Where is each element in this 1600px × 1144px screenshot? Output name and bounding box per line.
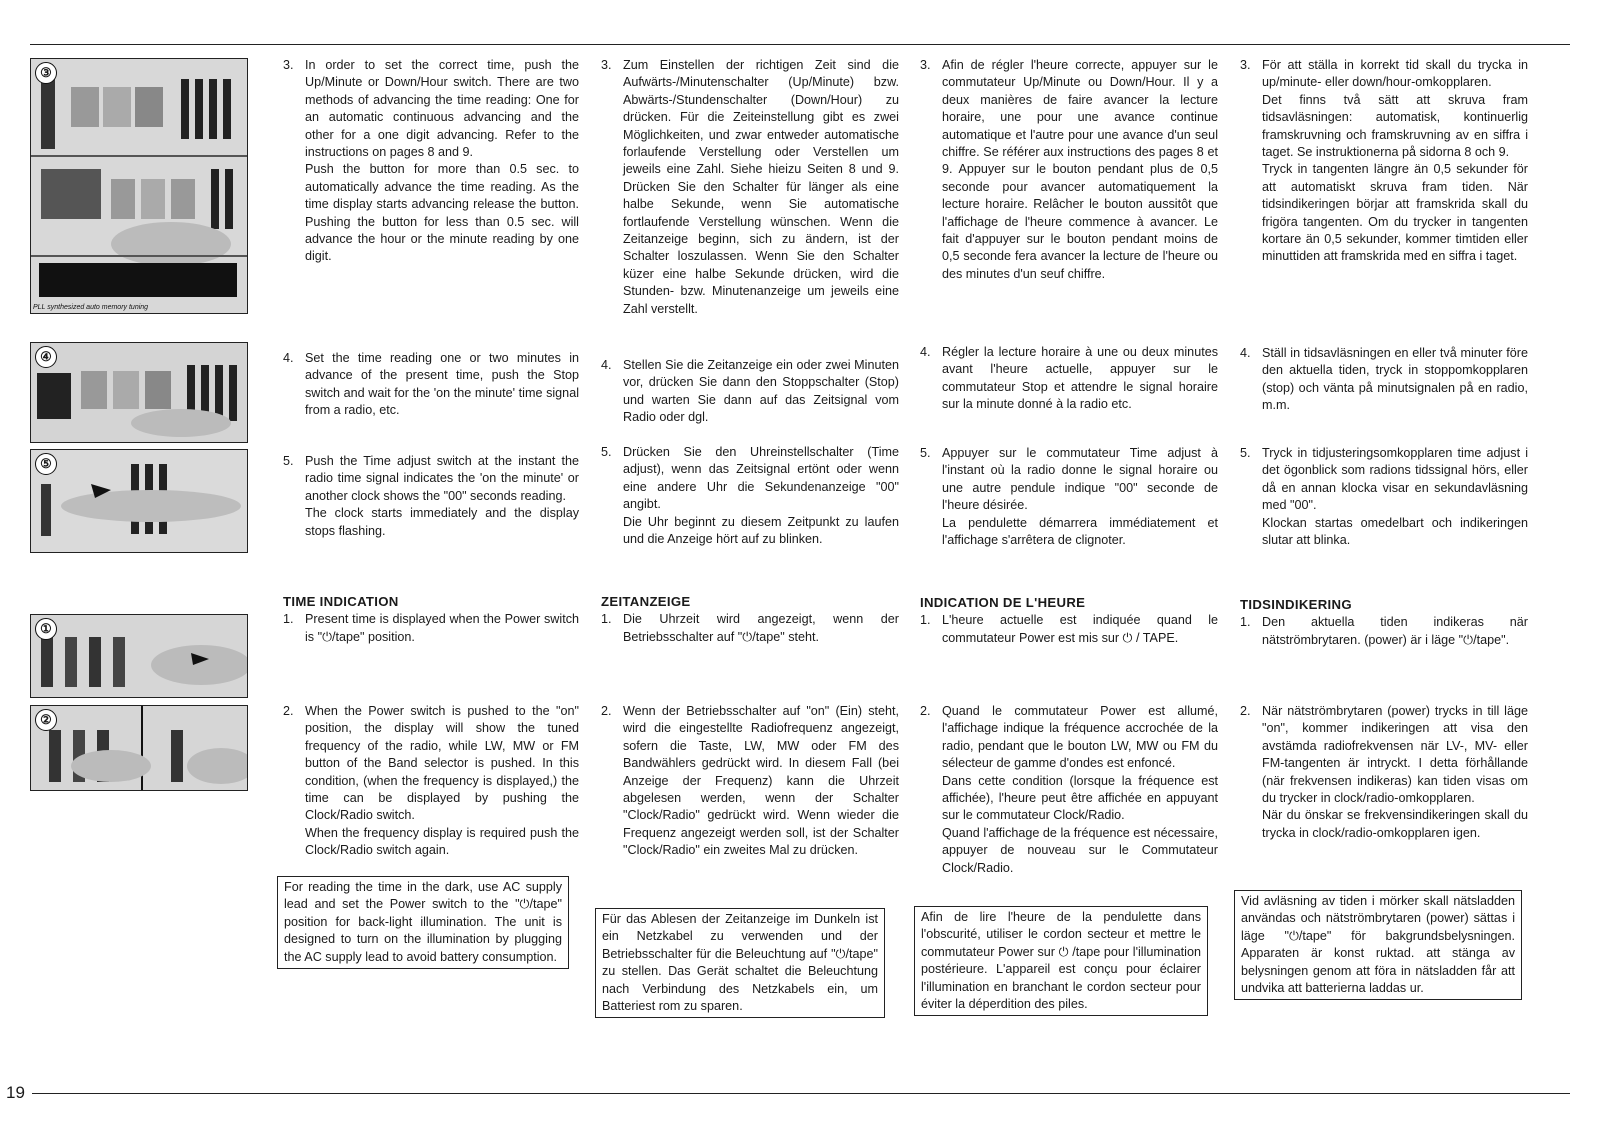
de-ti-2: 2. Wenn der Betriebsschalter auf "on" (Ein) steht, wird die eingestellte Radiofrequenz angezeigt, sofern die Taste, LW, MW oder FM des Bandwählers gedrückt wird. In diesem Fall (bei Anzeige der Frequenz) kann die Uhrzeit abgelesen werden, wenn der Schalter "Clock/Radio" gedrückt wird. Wenn wieder die Frequenz angezeigt werden soll, ist der Schalter "Clock/Radio" ein zweites Mal zu drücken. (601, 703, 899, 860)
photo-step-4 (30, 342, 248, 443)
sv-step-3-text-1: För att ställa in korrekt tid skall du trycka in up/minute- eller down/hour-omkopplaren. (1262, 58, 1528, 90)
page-number: 19 (6, 1083, 25, 1102)
fr-step-3: 3. Afin de régler l'heure correcte, appuyer sur le commutateur Up/Minute ou Down/Hour. Il y a deux manières de faire avancer la lecture horaire, une pour une avance continue automatique et l'autre pour une avance d'un seul chiffre. Se référer aux instructions des pages 8 et 9. Appuyer sur le bouton pendant plus de 0,5 seconde pour avancer automatiquement la lecture horaire. Relâcher le bouton aussitôt que l'affichage de l'heure commence à avancer. Le fait d'appuyer sur le bouton pendant moins de 0,5 seconde fera avancer la lecture de l'heure ou des minutes d'un seuf chiffre. (920, 57, 1218, 283)
photo-time-indication-1 (30, 614, 248, 698)
de-step-5-text-2: Die Uhr beginnt zu diesem Zeitpunkt zu laufen und die Anzeige hört auf zu blinken. (623, 514, 899, 547)
step-3-badge: ③ (35, 62, 57, 84)
en-ti-2-text-2: When the frequency display is required push the Clock/Radio switch again. (305, 825, 579, 858)
sv-time-indication: TIDSINDIKERING 1. Den aktuella tiden indikeras när nätströmbrytaren. (power) är i läge "⏻/tape". (1240, 596, 1528, 649)
sv-step-5-text-1: Tryck in tidjusteringsomkopplaren time adjust i det ögonblick som radions tidssignal hörs, eller då en annan klocka visar en sekundavläsning med "00". (1262, 446, 1528, 513)
fr-note-box: Afin de lire l'heure de la pendulette dans l'obscurité, utiliser le cordon secteur et mettre le commutateur Power sur ⏻ /tape pour l'illumination postérieure. L'appareil est conçu pour éclairer l'illumination en branchant le cordon secteur pour éviter la déperdition des piles. (914, 906, 1208, 1016)
en-step-3-text-1: In order to set the correct time, push the Up/Minute or Down/Hour switch. There are two methods of advancing the time reading: One for an automatic continuous advancing and the other for a one digit advancing. Refer to the instructions on pages 8 and 9. (305, 58, 579, 160)
fr-ti-2-text-1: Quand le commutateur Power est allumé, l'affichage indique la fréquence accrochée de la radio, pendant que le bouton LW, MW ou FM du sélecteur de gamme d'ondes est enfoncé. (942, 704, 1218, 771)
sv-step-5: 5. Tryck in tidjusteringsomkopplaren time adjust i det ögonblick som radions tidssignal hörs, eller då en annan klocka visar en sekundavläsning med "00". Klockan startas omedelbart och indikeringen slutar att blinka. (1240, 445, 1528, 549)
photo-step-3 (30, 58, 248, 314)
fr-ti-2: 2. Quand le commutateur Power est allumé, l'affichage indique la fréquence accrochée de la radio, pendant que le bouton LW, MW ou FM du sélecteur de gamme d'ondes est enfoncé. Dans cette condition (lorsque la fréquence est affichée), l'heure peut être affichée en appuyant sur le commutateur Clock/Radio. Quand l'affichage de la fréquence est nécessaire, appuyer de nouveau sur le Commutateur Clock/Radio. (920, 703, 1218, 877)
sv-note-box: Vid avläsning av tiden i mörker skall nätsladden användas och nätströmbrytaren (power) sättas i läge "⏻/tape" för bakgrundsbelysningen. Apparaten är konst ruktad. att stänga av belysningen genom att föra in nätsladden får att undvika att batterierna laddas ur. (1234, 890, 1522, 1000)
en-ti-2: 2. When the Power switch is pushed to the "on" position, the display will show the tuned frequency of the radio, while LW, MW or FM button of the Band selector is pushed. In this condition, (when the frequency is displayed,) the time can be displayed by pushing the Clock/Radio switch. When the frequency display is required push the Clock/Radio switch again. (283, 703, 579, 860)
de-step-4-text: Stellen Sie die Zeitanzeige ein oder zwei Minuten vor, drücken Sie dann den Stoppschalter (Stop) und warten Sie dann auf das Zeitsignal vom Radio oder dgl. (623, 358, 899, 425)
en-heading: TIME INDICATION (283, 594, 399, 609)
de-heading: ZEITANZEIGE (601, 594, 691, 609)
de-ti-2-text: Wenn der Betriebsschalter auf "on" (Ein) steht, wird die eingestellte Radiofrequenz angezeigt, sofern die Taste, LW, MW oder FM des Bandwählers gedrückt wird. In diesem Fall (bei Anzeige der Frequenz) kann die Uhrzeit abgelesen werden, wenn der Schalter "Clock/Radio" gedrückt wird. Wenn wieder die Frequenz angezeigt werden soll, ist der Schalter "Clock/Radio" ein zweites Mal zu drücken. (623, 704, 899, 858)
top-rule (30, 44, 1570, 45)
fr-step-5: 5. Appuyer sur le commutateur Time adjust à l'instant où la radio donne le signal horaire ou une autre pendule indique "00" seconde de l'heure désirée. La pendulette démarrera immédiatement et l'affichage s'arrêtera de clignoter. (920, 445, 1218, 549)
en-step-5: 5. Push the Time adjust switch at the instant the radio time signal indicates the 'on the minute' or another clock shows the "00" seconds reading. The clock starts immediately and the display stops flashing. (283, 453, 579, 540)
de-ti-1-text: Die Uhrzeit wird angezeigt, wenn der Betriebsschalter auf "⏻/tape" steht. (623, 612, 899, 644)
fr-step-4-text: Régler la lecture horaire à une ou deux minutes avant l'heure actuelle, appuyer sur le commutateur Stop et attendre le signal horaire sur la minute donné à la radio etc. (942, 345, 1218, 412)
photo-step-5 (30, 449, 248, 553)
en-step-5-text-1: Push the Time adjust switch at the instant the radio time signal indicates the 'on the minute' or another clock shows the "00" seconds reading. (305, 454, 579, 503)
step-1-badge: ① (35, 618, 57, 640)
fr-step-5-text-2: La pendulette démarrera immédiatement et l'affichage s'arrêtera de clignoter. (942, 515, 1218, 548)
sv-step-4-text: Ställ in tidsavläsningen en eller två minuter före den aktuella tiden, tryck in stoppomkopplaren (stop) och vänta på minutsignalen på en radio, m.m. (1262, 346, 1528, 413)
en-step-3-text-2: Push the button for more than 0.5 sec. to automatically advance the time reading. As the time display starts advancing release the button. Pushing the button for less than 0.5 sec. will advance the hour or the minute reading by one digit. (305, 162, 579, 264)
de-time-indication: ZEITANZEIGE 1. Die Uhrzeit wird angezeigt, wenn der Betriebsschalter auf "⏻/tape" steht. (601, 593, 899, 646)
sv-step-3-text-3: Tryck in tangenten längre än 0,5 sekunder för att automatiskt skruva fram tiden. När tidsindikeringen börjar att framskrida skall du frigöra tangenten. Om du trycker in tangenten kortare än 0,5 sekunder, kommer timtiden eller minuttiden att framskrida med en siffra i taget. (1262, 162, 1528, 264)
sv-ti-2-text-2: När du önskar se frekvensindikeringen skall du trycka in clock/radio-omkopplaren igen. (1262, 808, 1528, 840)
fr-ti-2-text-2: Dans cette condition (lorsque la fréquence est affichée), l'heure peut être affichée en appuyant sur le commutateur Clock/Radio. (942, 773, 1218, 823)
en-time-indication: TIME INDICATION 1. Present time is displayed when the Power switch is "⏻/tape" position. (283, 593, 579, 646)
step-2-badge: ② (35, 709, 57, 731)
sv-ti-2: 2. När nätströmbrytaren (power) trycks in till läge "on", kommer indikeringen att visa den avstämda radiofrekvensen när LV-, MV- eller FM-tangenten är intryckt. I detta förhållande (när frekvensen indikeras) kan tiden visas om du trycker in clock/radio-omkopplaren. När du önskar se frekvensindikeringen skall du trycka in clock/radio-omkopplaren igen. (1240, 703, 1528, 842)
fr-ti-1-text: L'heure actuelle est indiquée quand le commutateur Power est mis sur ⏻ / TAPE. (942, 613, 1218, 645)
de-step-3: 3. Zum Einstellen der richtigen Zeit sind die Aufwärts-/Minutenschalter (Up/Minute) bzw. Abwärts-/Stundenschalter (Down/Hour) zu drücken. Für die Zeiteinstellung gibt es zwei Möglichkeiten, und zwar entweder automatische forlaufende Verstellung oder Verstellen um jeweils eine Zahl. Siehe hieizu Seiten 8 und 9. Drücken Sie den Schalter für länger als eine halbe Sekunde, wenn Sie automatische fortlaufende Verstellung wünschen. Wenn die Zeitanzeige beginn, sich zu ändern, ist der Schalter loszulassen. Wenn Sie den Schalter küzer eine halbe Sekunde drücken, wird die Stunden- bzw. Minutenanzeige um jeweils eine Zahl verstellt. (601, 57, 899, 318)
sv-step-5-text-2: Klockan startas omedelbart och indikeringen slutar att blinka. (1262, 515, 1528, 548)
photo-caption: PLL synthesized auto memory tuning (33, 304, 149, 311)
en-step-4-text: Set the time reading one or two minutes in advance of the present time, push the Stop switch and wait for the 'on the minute' time signal from a radio, etc. (305, 351, 579, 418)
fr-step-5-text-1: Appuyer sur le commutateur Time adjust à l'instant où la radio donne le signal horaire ou une autre pendule indique "00" seconde de l'heure désirée. (942, 446, 1218, 513)
fr-step-3-text: Afin de régler l'heure correcte, appuyer sur le commutateur Up/Minute ou Down/Hour. Il y a deux manières de faire avancer la lecture horaire, une pour une avance continue automatique et l'autre pour une avance d'un seul chiffre. Se référer aux instructions des pages 8 et 9. Appuyer sur le bouton pendant plus de 0,5 seconde pour avancer automatiquement la lecture horaire. Relâcher le bouton aussitôt que l'affichage de l'heure commence à avancer. Le fait d'appuyer sur le bouton pendant moins de 0,5 seconde fera avancer la lecture de l'heure ou des minutes d'un seuf chiffre. (942, 58, 1218, 281)
fr-heading: INDICATION DE L'HEURE (920, 595, 1086, 610)
fr-step-4: 4. Régler la lecture horaire à une ou deux minutes avant l'heure actuelle, appuyer sur le commutateur Stop et attendre le signal horaire sur la minute donné à la radio etc. (920, 344, 1218, 414)
step-5-badge: ⑤ (35, 453, 57, 475)
en-step-4: 4. Set the time reading one or two minutes in advance of the present time, push the Stop switch and wait for the 'on the minute' time signal from a radio, etc. (283, 350, 579, 420)
de-step-5: 5. Drücken Sie den Uhreinstellschalter (Time adjust), wenn das Zeitsignal ertönt oder wenn eine andere Uhr die Sekundenanzeige "00" angibt. Die Uhr beginnt zu diesem Zeitpunkt zu laufen und die Anzeige hört auf zu blinken. (601, 444, 899, 548)
en-ti-1-text: Present time is displayed when the Power switch is "⏻/tape" position. (305, 612, 579, 644)
de-step-4: 4. Stellen Sie die Zeitanzeige ein oder zwei Minuten vor, drücken Sie dann den Stoppschalter (Stop) und warten Sie dann auf das Zeitsignal vom Radio oder dgl. (601, 357, 899, 427)
sv-step-4: 4. Ställ in tidsavläsningen en eller två minuter före den aktuella tiden, tryck in stoppomkopplaren (stop) och vänta på minutsignalen på en radio, m.m. (1240, 345, 1528, 415)
en-step-5-text-2: The clock starts immediately and the display stops flashing. (305, 506, 579, 538)
en-ti-2-text-1: When the Power switch is pushed to the "on" position, the display will show the tuned frequency of the radio, while LW, MW or FM button of the Band selector is pushed. In this condition, (when the frequency is displayed,) the time can be displayed by pushing the Clock/Radio switch. (305, 704, 579, 823)
fr-time-indication: INDICATION DE L'HEURE 1. L'heure actuelle est indiquée quand le commutateur Power est mis sur ⏻ / TAPE. (920, 594, 1218, 647)
de-step-5-text-1: Drücken Sie den Uhreinstellschalter (Time adjust), wenn das Zeitsignal ertönt oder wenn eine andere Uhr die Sekundenanzeige "00" angibt. (623, 445, 899, 512)
step-4-badge: ④ (35, 346, 57, 368)
sv-step-3: 3. För att ställa in korrekt tid skall du trycka in up/minute- eller down/hour-omkopplaren. Det finns två sätt att skruva fram tidsavläsningen: automatisk, kontinuerlig framskruvning och framskruvning av en siffra i taget. Se instruktionerna på sidorna 8 och 9. Tryck in tangenten längre än 0,5 sekunder för att automatiskt skruva fram tiden. När tidsindikeringen börjar att framskrida skall du frigöra tangenten. Om du trycker in tangenten kortare än 0,5 sekunder, kommer timtiden eller minuttiden att framskrida med en siffra i taget. (1240, 57, 1528, 266)
bottom-rule (32, 1093, 1570, 1094)
fr-ti-2-text-3: Quand l'affichage de la fréquence est nécessaire, appuyer de nouveau sur le Commutateur Clock/Radio. (942, 825, 1218, 875)
de-step-3-text: Zum Einstellen der richtigen Zeit sind die Aufwärts-/Minutenschalter (Up/Minute) bzw. Abwärts-/Stundenschalter (Down/Hour) zu drücken. Für die Zeiteinstellung gibt es zwei Möglichkeiten, und zwar entweder automatische forlaufende Verstellung oder Verstellen um jeweils eine Zahl. Siehe hieizu Seiten 8 und 9. Drücken Sie den Schalter für länger als eine halbe Sekunde, wenn Sie automatische fortlaufende Verstellung wünschen. Wenn die Zeitanzeige beginn, sich zu ändern, ist der Schalter loszulassen. Wenn Sie den Schalter küzer eine halbe Sekunde drücken, wird die Stunden- bzw. Minutenanzeige um jeweils eine Zahl verstellt. (623, 58, 899, 316)
sv-heading: TIDSINDIKERING (1240, 597, 1352, 612)
de-note-box: Für das Ablesen der Zeitanzeige im Dunkeln ist ein Netzkabel zu verwenden und der Betriebsschalter für die Beleuchtung auf "⏻/tape" zu stellen. Das Gerät schaltet die Beleuchtung nach Verbindung des Netzkabels ein, um Batteriest rom zu sparen. (595, 908, 885, 1018)
sv-ti-1-text: Den aktuella tiden indikeras när nätströmbrytaren. (power) är i läge "⏻/tape". (1262, 615, 1528, 647)
en-step-3: 3. In order to set the correct time, push the Up/Minute or Down/Hour switch. There are two methods of advancing the time reading: One for an automatic continuous advancing and the other for a one digit advancing. Refer to the instructions on pages 8 and 9. Push the button for more than 0.5 sec. to automatically advance the time reading. As the time display starts advancing release the button. Pushing the button for less than 0.5 sec. will advance the hour or the minute reading by one digit. (283, 57, 579, 266)
photo-time-indication-2 (30, 705, 248, 791)
sv-ti-2-text-1: När nätströmbrytaren (power) trycks in till läge "on", kommer indikeringen att visa den avstämda radiofrekvensen när LV-, MV- eller FM-tangenten är intryckt. I detta förhållande (när frekvensen indikeras) kan tiden visas om du trycker in clock/radio-omkopplaren. (1262, 704, 1528, 806)
en-note-box: For reading the time in the dark, use AC supply lead and set the Power switch to the "⏻/tape" position for back-light illumination. The unit is designed to turn on the illumination by plugging the AC supply lead to avoid battery consumption. (277, 876, 569, 969)
sv-step-3-text-2: Det finns två sätt att skruva fram tidsavläsningen: automatisk, kontinuerlig framskruvning och framskruvning av en siffra i taget. Se instruktionerna på sidorna 8 och 9. (1262, 92, 1528, 160)
